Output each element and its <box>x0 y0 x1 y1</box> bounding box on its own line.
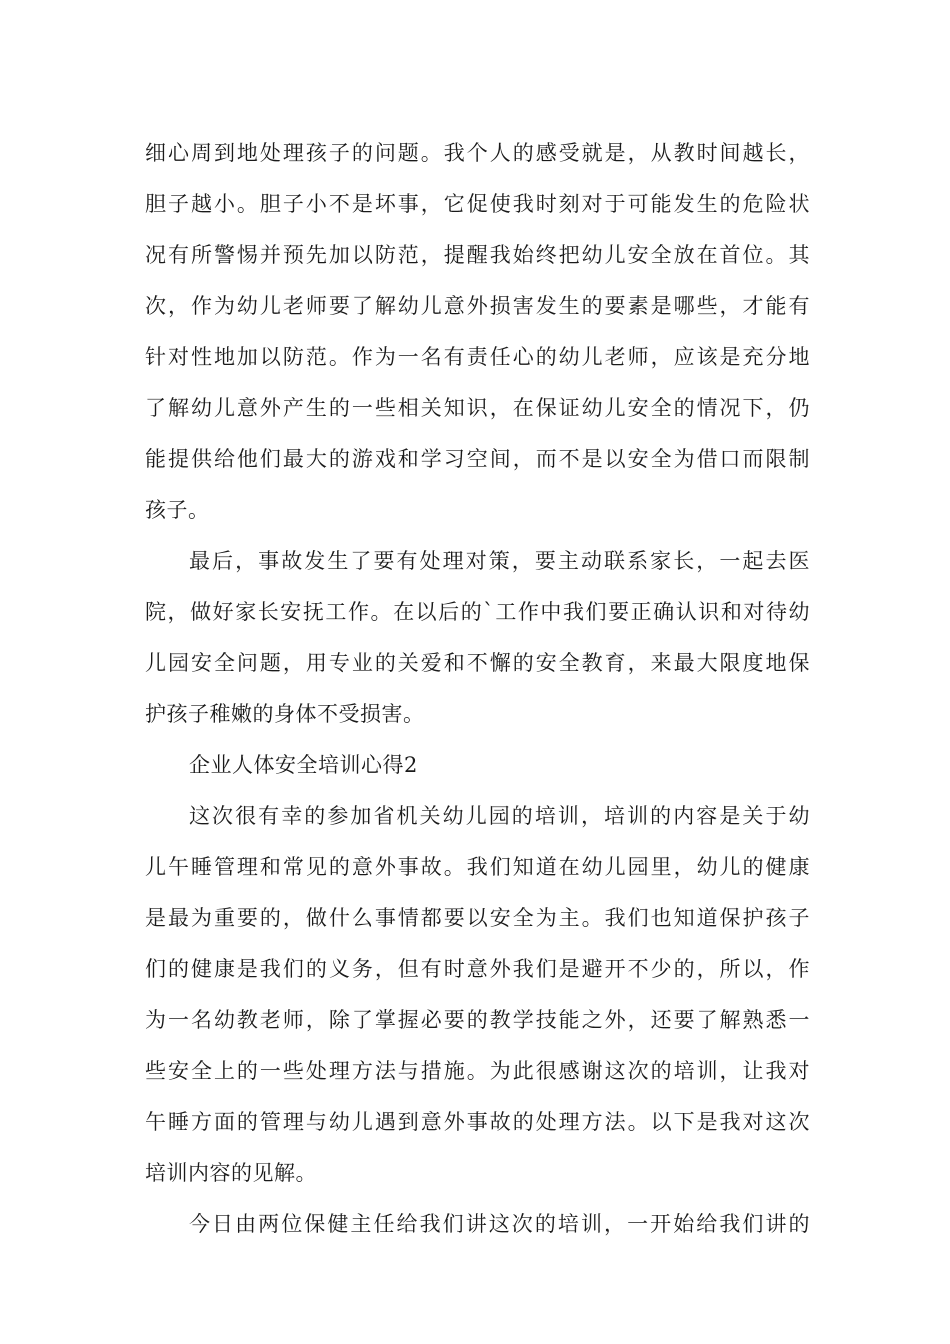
heading-text: 企业人体安全培训心得2 <box>189 753 418 777</box>
text-line: 些安全上的一些处理方法与措施。为此很感谢这次的培训，让我对 <box>145 1059 810 1083</box>
paragraph-1 <box>145 128 810 536</box>
paragraph-2 <box>145 536 810 740</box>
text-line: 院，做好家长安抚工作。在以后的`工作中我们要正确认识和对待幼 <box>145 600 810 624</box>
section-heading <box>145 740 810 791</box>
text-line: 孩子。 <box>145 498 210 522</box>
text-line: 今日由两位保健主任给我们讲这次的培训，一开始给我们讲的 <box>189 1212 810 1236</box>
text-line: 最后，事故发生了要有处理对策，要主动联系家长，一起去医 <box>189 549 810 573</box>
text-line: 细心周到地处理孩子的问题。我个人的感受就是，从教时间越长， <box>145 141 810 165</box>
text-line: 针对性地加以防范。作为一名有责任心的幼儿老师，应该是充分地 <box>145 345 810 369</box>
text-line: 们的健康是我们的义务，但有时意外我们是避开不少的，所以，作 <box>145 957 810 981</box>
text-line: 为一名幼教老师，除了掌握必要的教学技能之外，还要了解熟悉一 <box>145 1008 810 1032</box>
text-line: 次，作为幼儿老师要了解幼儿意外损害发生的要素是哪些，才能有 <box>145 294 810 318</box>
text-line: 儿园安全问题，用专业的关爱和不懈的安全教育，来最大限度地保 <box>145 651 810 675</box>
text-line: 了解幼儿意外产生的一些相关知识，在保证幼儿安全的情况下，仍 <box>145 396 810 420</box>
text-line: 午睡方面的管理与幼儿遇到意外事故的处理方法。以下是我对这次 <box>145 1110 810 1134</box>
paragraph-4 <box>145 1199 810 1250</box>
document-body <box>145 128 810 1250</box>
text-line: 培训内容的见解。 <box>145 1161 317 1185</box>
text-line: 胆子越小。胆子小不是坏事，它促使我时刻对于可能发生的危险状 <box>145 192 810 216</box>
text-line: 这次很有幸的参加省机关幼儿园的培训，培训的内容是关于幼 <box>189 804 810 828</box>
text-line: 护孩子稚嫩的身体不受损害。 <box>145 702 425 726</box>
text-line: 能提供给他们最大的游戏和学习空间，而不是以安全为借口而限制 <box>145 447 810 471</box>
text-line: 况有所警惕并预先加以防范，提醒我始终把幼儿安全放在首位。其 <box>145 243 810 267</box>
text-line: 是最为重要的，做什么事情都要以安全为主。我们也知道保护孩子 <box>145 906 810 930</box>
paragraph-3 <box>145 791 810 1199</box>
text-line: 儿午睡管理和常见的意外事故。我们知道在幼儿园里，幼儿的健康 <box>145 855 810 879</box>
